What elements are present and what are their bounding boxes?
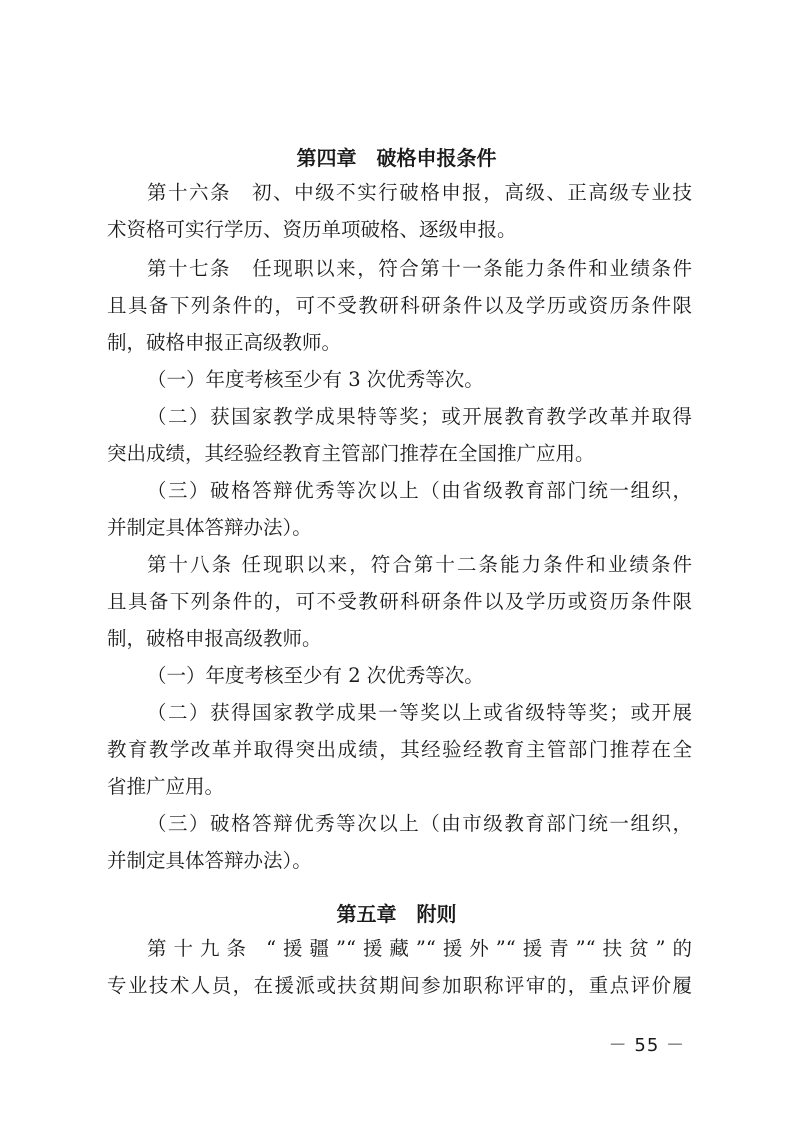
paragraph-line: 且具备下列条件的，可不受教研科研条件以及学历或资历条件限 (107, 294, 692, 317)
paragraph-line: 教育教学改革并取得突出成绩，其经验经教育主管部门推荐在全 (107, 738, 692, 761)
article-17-item-2 (107, 398, 692, 472)
page-number: － 55 － (608, 1035, 685, 1056)
paragraph-line: 制，破格申报高级教师。 (107, 627, 322, 650)
article-17-item-1 (107, 361, 692, 398)
article-17-item-3 (107, 472, 692, 546)
paragraph-line: 突出成绩，其经验经教育主管部门推荐在全国推广应用。 (107, 442, 595, 465)
paragraph-line: 并制定具体答辩办法）。 (107, 516, 312, 539)
paragraph-line: 并制定具体答辩办法）。 (107, 849, 312, 872)
paragraph-line: （二）获得国家教学成果一等奖以上或省级特等奖；或开展 (147, 701, 692, 724)
paragraph-line: 第十六条 初、中级不实行破格申报，高级、正高级专业技 (147, 181, 692, 204)
article-18 (107, 546, 692, 657)
article-19 (107, 930, 692, 1004)
paragraph-line: 省推广应用。 (107, 775, 225, 798)
paragraph-line: 第十七条 任现职以来，符合第十一条能力条件和业绩条件 (147, 257, 692, 280)
paragraph-line: （一）年度考核至少有 3 次优秀等次。 (147, 368, 484, 391)
article-18-item-3 (107, 805, 692, 879)
article-18-item-2 (107, 694, 692, 805)
chapter-5-title: 第五章 附则 (336, 902, 457, 926)
article-18-item-1 (107, 657, 692, 694)
paragraph-line: 第十八条 任现职以来，符合第十二条能力条件和业绩条件 (147, 553, 692, 576)
chapter-4-title: 第四章 破格申报条件 (296, 146, 497, 170)
paragraph-line: 制，破格申报正高级教师。 (107, 331, 342, 354)
paragraph-line: 第十九条 “援疆”“援藏”“援外”“援青”“扶贫”的 (147, 937, 692, 960)
paragraph-line: （三）破格答辩优秀等次以上（由省级教育部门统一组织， (147, 479, 692, 502)
paragraph-line: （一）年度考核至少有 2 次优秀等次。 (147, 664, 484, 687)
article-17 (107, 250, 692, 361)
paragraph-line: （二）获国家教学成果特等奖；或开展教育教学改革并取得 (147, 405, 692, 428)
article-16 (107, 174, 692, 248)
paragraph-line: （三）破格答辩优秀等次以上（由市级教育部门统一组织， (147, 812, 692, 835)
paragraph-line: 专业技术人员，在援派或扶贫期间参加职称评审的，重点评价履 (107, 974, 692, 997)
paragraph-line: 且具备下列条件的，可不受教研科研条件以及学历或资历条件限 (107, 590, 692, 613)
paragraph-line: 术资格可实行学历、资历单项破格、逐级申报。 (107, 218, 517, 241)
